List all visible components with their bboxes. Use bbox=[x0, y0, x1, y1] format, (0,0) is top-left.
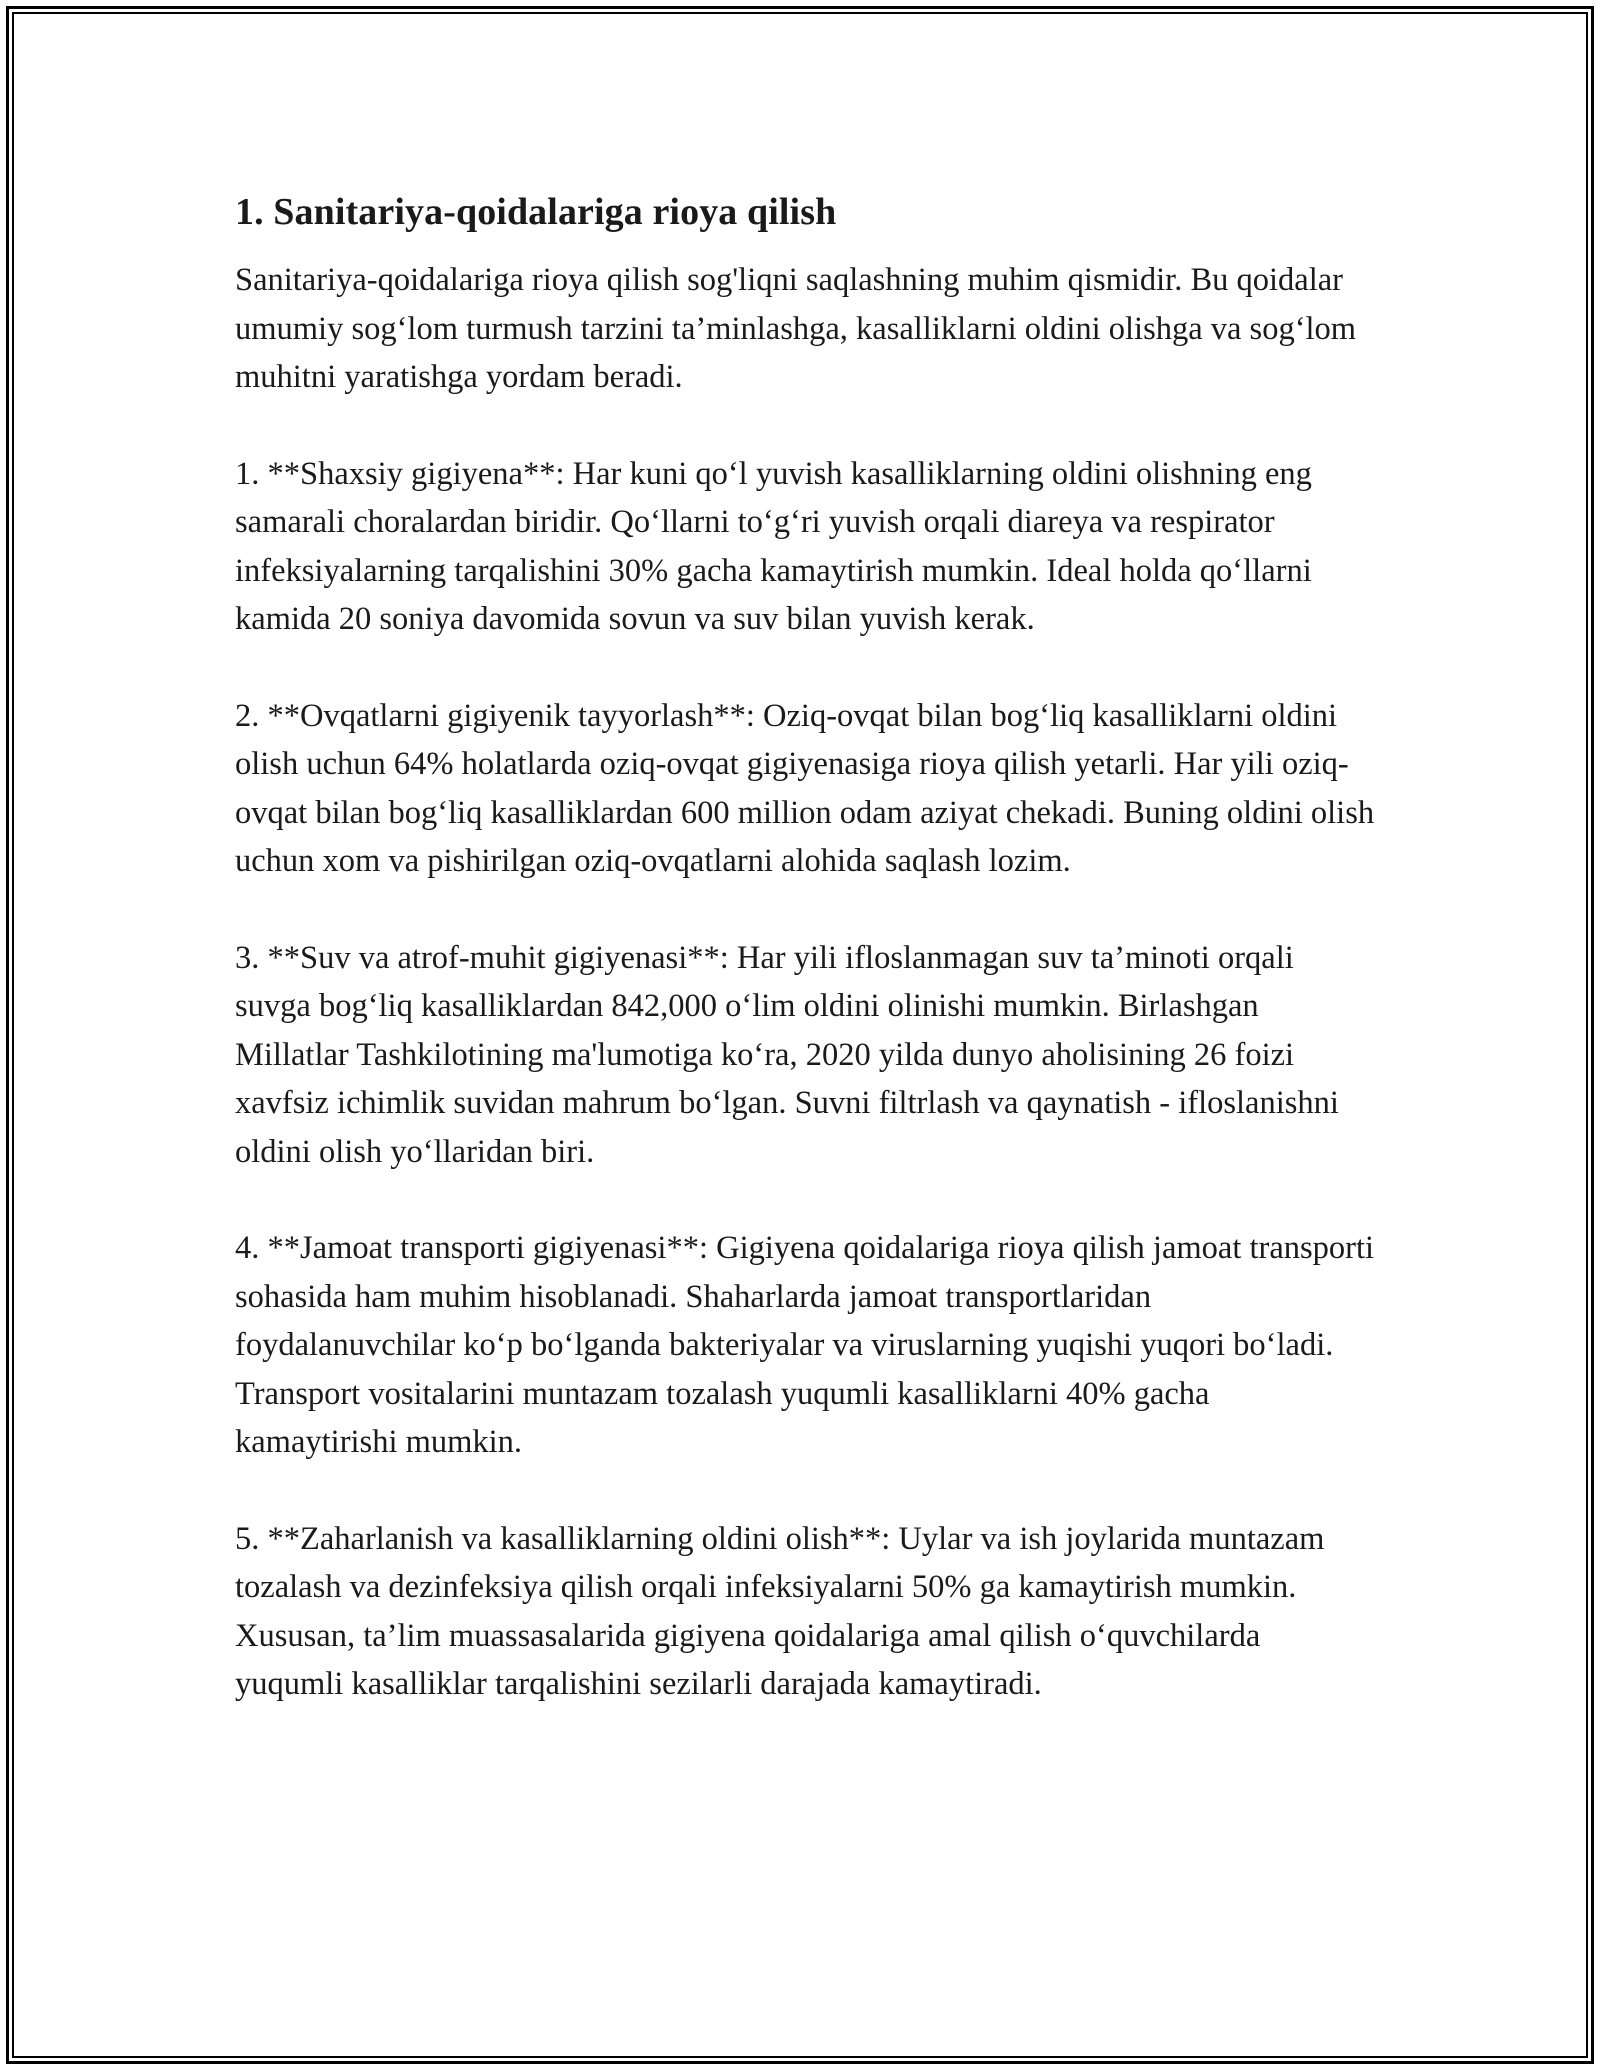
item-personal-hygiene: 1. **Shaxsiy gigiyena**: Har kuni qo‘l yuvish kasalliklarning oldini olishning eng samarali choralardan biridir. Qo‘llarni to‘g‘ri yuvish orqali diareya va respirator infeksiyalarning tarqalishini 30% gacha kamaytirish mumkin. Ideal holda qo‘llarni kamida 20 soniya davomida sovun va suv bilan yuvish kerak. bbox=[235, 455, 1312, 637]
section-heading: 1. Sanitariya-qoidalariga rioya qilish bbox=[235, 191, 837, 233]
item-water-hygiene: 3. **Suv va atrof-muhit gigiyenasi**: Har yili ifloslanmagan suv ta’minoti orqali suvga bog‘liq kasalliklardan 842,000 o‘lim oldini olinishi mumkin. Birlashgan Millatlar Tashkilotining ma'lumotiga ko‘ra, 2020 yilda dunyo aholisining 26 foizi xavfsiz ichimlik suvidan mahrum bo‘lgan. Suvni filtrlash va qaynatish - ifloslanishni oldini olish yo‘llaridan biri. bbox=[235, 939, 1339, 1170]
item-transport-hygiene: 4. **Jamoat transporti gigiyenasi**: Gigiyena qoidalariga rioya qilish jamoat transporti sohasida ham muhim hisoblanadi. Shaharlarda jamoat transportlaridan foydalanuvchilar ko‘p bo‘lganda bakteriyalar va viruslarning yuqishi yuqori bo‘ladi. Transport vositalarini muntazam tozalash yuqumli kasalliklarni 40% gacha kamaytirishi mumkin. bbox=[235, 1230, 1375, 1460]
item-disease-prevention: 5. **Zaharlanish va kasalliklarning oldini olish**: Uylar va ish joylarida muntazam tozalash va dezinfeksiya qilish orqali infeksiyalarni 50% ga kamaytirish mumkin. Xususan, ta’lim muassasalarida gigiyena qoidalariga amal qilish o‘quvchilarda yuqumli kasalliklar tarqalishini sezilarli darajada kamaytiradi. bbox=[235, 1520, 1325, 1702]
intro-paragraph: Sanitariya-qoidalariga rioya qilish sog'liqni saqlashning muhim qismidir. Bu qoidalar umumiy sog‘lom turmush tarzini ta’minlashga, kasalliklarni oldini olishga va sog‘lom muhitni yaratishga yordam beradi. bbox=[235, 262, 1357, 395]
document-body bbox=[235, 188, 1375, 1757]
item-food-hygiene: 2. **Ovqatlarni gigiyenik tayyorlash**: Oziq-ovqat bilan bog‘liq kasalliklarni oldini olish uchun 64% holatlarda oziq-ovqat gigiyenasiga rioya qilish yetarli. Har yili oziq-ovqat bilan bog‘liq kasalliklardan 600 million odam aziyat chekadi. Buning oldini olish uchun xom va pishirilgan oziq-ovqatlarni alohida saqlash lozim. bbox=[235, 697, 1375, 879]
